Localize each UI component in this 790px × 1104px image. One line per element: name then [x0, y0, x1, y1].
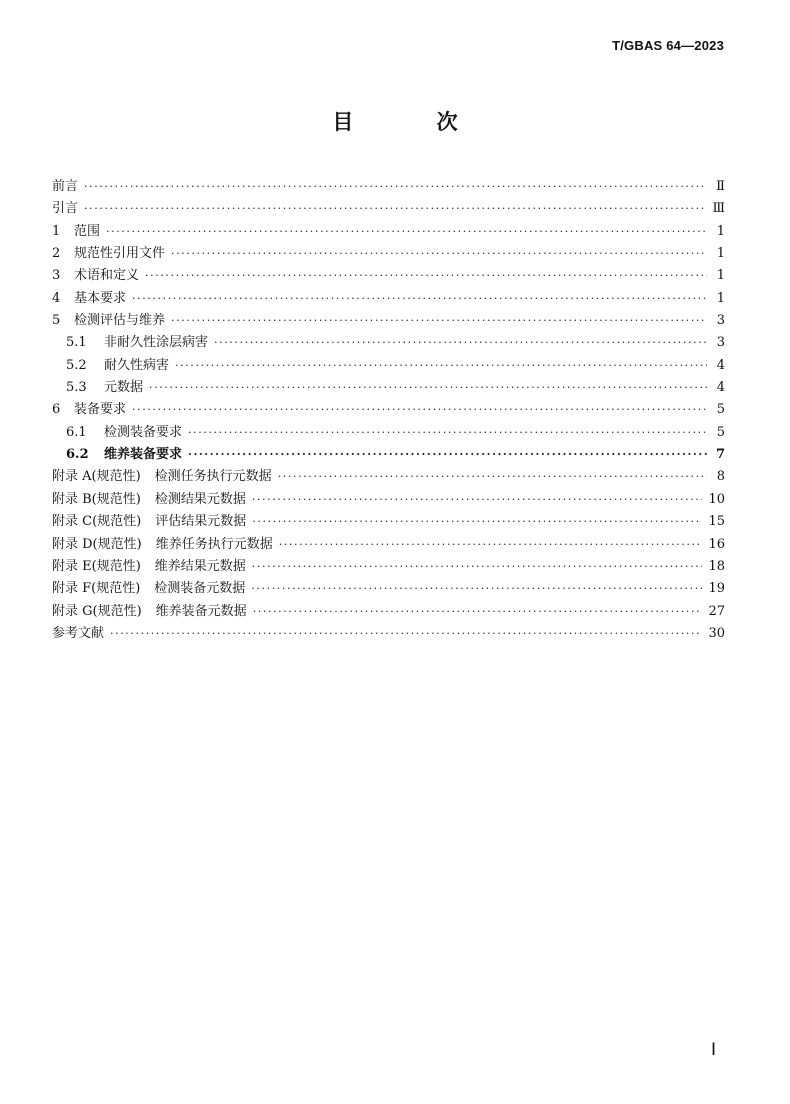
toc-entry-page: 16 — [708, 536, 725, 552]
toc-entry-label: 维养结果元数据 — [154, 558, 246, 574]
toc-entry-label: 引言 — [52, 201, 79, 217]
toc-entry-page: Ⅲ — [712, 201, 725, 217]
dot-leader — [214, 332, 707, 354]
dot-leader — [253, 601, 703, 623]
toc-entry-label: 范围 — [74, 223, 101, 239]
toc-entry-label: 参考文献 — [52, 625, 105, 641]
toc-entry-number: 附录 G(规范性) — [52, 603, 142, 619]
toc-entry[interactable] — [52, 265, 725, 287]
toc-entry-page: 30 — [708, 625, 725, 641]
toc-entry-number: 5.1 — [66, 335, 87, 351]
toc-entry-number: 5.2 — [66, 357, 87, 373]
toc-entry-page: 4 — [716, 357, 725, 373]
toc-entry-page: 5 — [716, 424, 725, 440]
toc-entry-page: 1 — [716, 268, 725, 284]
toc-entry[interactable] — [52, 243, 725, 265]
toc-entry-page: 10 — [708, 491, 725, 507]
toc-entry-label: 非耐久性涂层病害 — [104, 335, 209, 351]
page-number: Ⅰ — [710, 1040, 716, 1059]
dot-leader — [145, 265, 707, 287]
toc-entry[interactable] — [52, 176, 725, 198]
standard-code: T/GBAS 64—2023 — [612, 38, 724, 53]
dot-leader — [171, 310, 707, 332]
toc-entry-number: 1 — [52, 223, 61, 239]
toc-entry-number: 附录 C(规范性) — [52, 514, 142, 530]
toc-entry-page: 18 — [708, 558, 725, 574]
toc-entry-number: 6 — [52, 402, 61, 418]
dot-leader — [278, 466, 707, 488]
toc-entry-page: 4 — [716, 380, 725, 396]
toc-entry-page: 15 — [708, 514, 725, 530]
dot-leader — [84, 198, 706, 220]
toc-entry[interactable] — [52, 623, 725, 645]
toc-entry-page: 27 — [708, 603, 725, 619]
toc-entry-label: 术语和定义 — [74, 268, 140, 284]
toc-entry-label: 检测装备要求 — [104, 424, 183, 440]
toc-entry-label: 维养装备要求 — [104, 447, 183, 463]
toc-entry-label: 基本要求 — [74, 290, 127, 306]
toc-entry-number: 4 — [52, 290, 61, 306]
toc-entry[interactable] — [52, 489, 725, 511]
toc-entry-number: 5 — [52, 313, 61, 329]
toc-entry-number: 6.2 — [66, 447, 89, 463]
dot-leader — [252, 489, 703, 511]
toc-entry[interactable] — [52, 534, 725, 556]
toc-entry-label: 检测结果元数据 — [154, 491, 246, 507]
toc-entry-label: 维养任务执行元数据 — [155, 536, 273, 552]
toc-entry-number: 附录 F(规范性) — [52, 581, 141, 597]
dot-leader — [175, 355, 707, 377]
dot-leader — [252, 556, 703, 578]
toc-entry[interactable] — [52, 198, 725, 220]
toc-entry-page: 1 — [716, 290, 725, 306]
dot-leader — [132, 288, 707, 310]
toc-entry-label: 前言 — [52, 179, 79, 194]
toc-entry[interactable] — [52, 444, 725, 466]
toc-entry[interactable] — [52, 288, 725, 310]
toc-entry-number: 附录 A(规范性) — [52, 469, 141, 485]
toc-entry[interactable] — [52, 466, 725, 488]
toc-entry-label: 耐久性病害 — [104, 357, 170, 373]
dot-leader — [171, 243, 707, 265]
toc-entry-number: 6.1 — [66, 424, 87, 440]
toc-entry[interactable] — [52, 332, 725, 354]
toc-entry-number: 3 — [52, 268, 61, 284]
dot-leader — [149, 377, 707, 399]
dot-leader — [188, 444, 707, 466]
toc-entry[interactable] — [52, 221, 725, 243]
toc-entry[interactable] — [52, 422, 725, 444]
dot-leader — [110, 623, 702, 645]
table-of-contents — [52, 176, 725, 645]
toc-entry[interactable] — [52, 578, 725, 600]
dot-leader — [132, 399, 707, 421]
toc-entry[interactable] — [52, 556, 725, 578]
toc-entry-number: 附录 E(规范性) — [52, 558, 141, 574]
toc-entry[interactable] — [52, 399, 725, 421]
dot-leader — [84, 176, 707, 198]
toc-entry-page: 7 — [715, 447, 725, 463]
toc-entry-number: 附录 D(规范性) — [52, 536, 142, 552]
toc-entry-label: 规范性引用文件 — [74, 246, 166, 262]
toc-entry-number: 附录 B(规范性) — [52, 491, 141, 507]
toc-entry-label: 检测装备元数据 — [154, 581, 246, 597]
dot-leader — [251, 578, 702, 600]
toc-entry-page: 19 — [708, 581, 725, 597]
dot-leader — [279, 534, 703, 556]
toc-entry-label: 装备要求 — [74, 402, 127, 418]
dot-leader — [252, 511, 702, 533]
dot-leader — [188, 422, 707, 444]
toc-entry[interactable] — [52, 601, 725, 623]
toc-entry-page: 3 — [716, 335, 725, 351]
toc-entry-page: 1 — [716, 223, 725, 239]
toc-entry-page: 5 — [716, 402, 725, 418]
toc-entry[interactable] — [52, 310, 725, 332]
dot-leader — [106, 221, 707, 243]
toc-entry[interactable] — [52, 511, 725, 533]
toc-entry-label: 维养装备元数据 — [155, 603, 247, 619]
toc-entry-page: 1 — [716, 246, 725, 262]
toc-entry-number: 2 — [52, 246, 61, 262]
toc-entry-page: 8 — [716, 469, 725, 485]
toc-entry-page: 3 — [716, 313, 725, 329]
toc-entry-page: Ⅱ — [716, 179, 725, 194]
toc-entry[interactable] — [52, 355, 725, 377]
toc-entry-label: 元数据 — [104, 380, 144, 396]
toc-entry-number: 5.3 — [66, 380, 87, 396]
page-title: 目 次 — [332, 110, 496, 134]
toc-entry-label: 评估结果元数据 — [155, 514, 247, 530]
toc-entry-label: 检测评估与维养 — [74, 313, 166, 329]
toc-entry-label: 检测任务执行元数据 — [154, 469, 272, 485]
toc-entry[interactable] — [52, 377, 725, 399]
